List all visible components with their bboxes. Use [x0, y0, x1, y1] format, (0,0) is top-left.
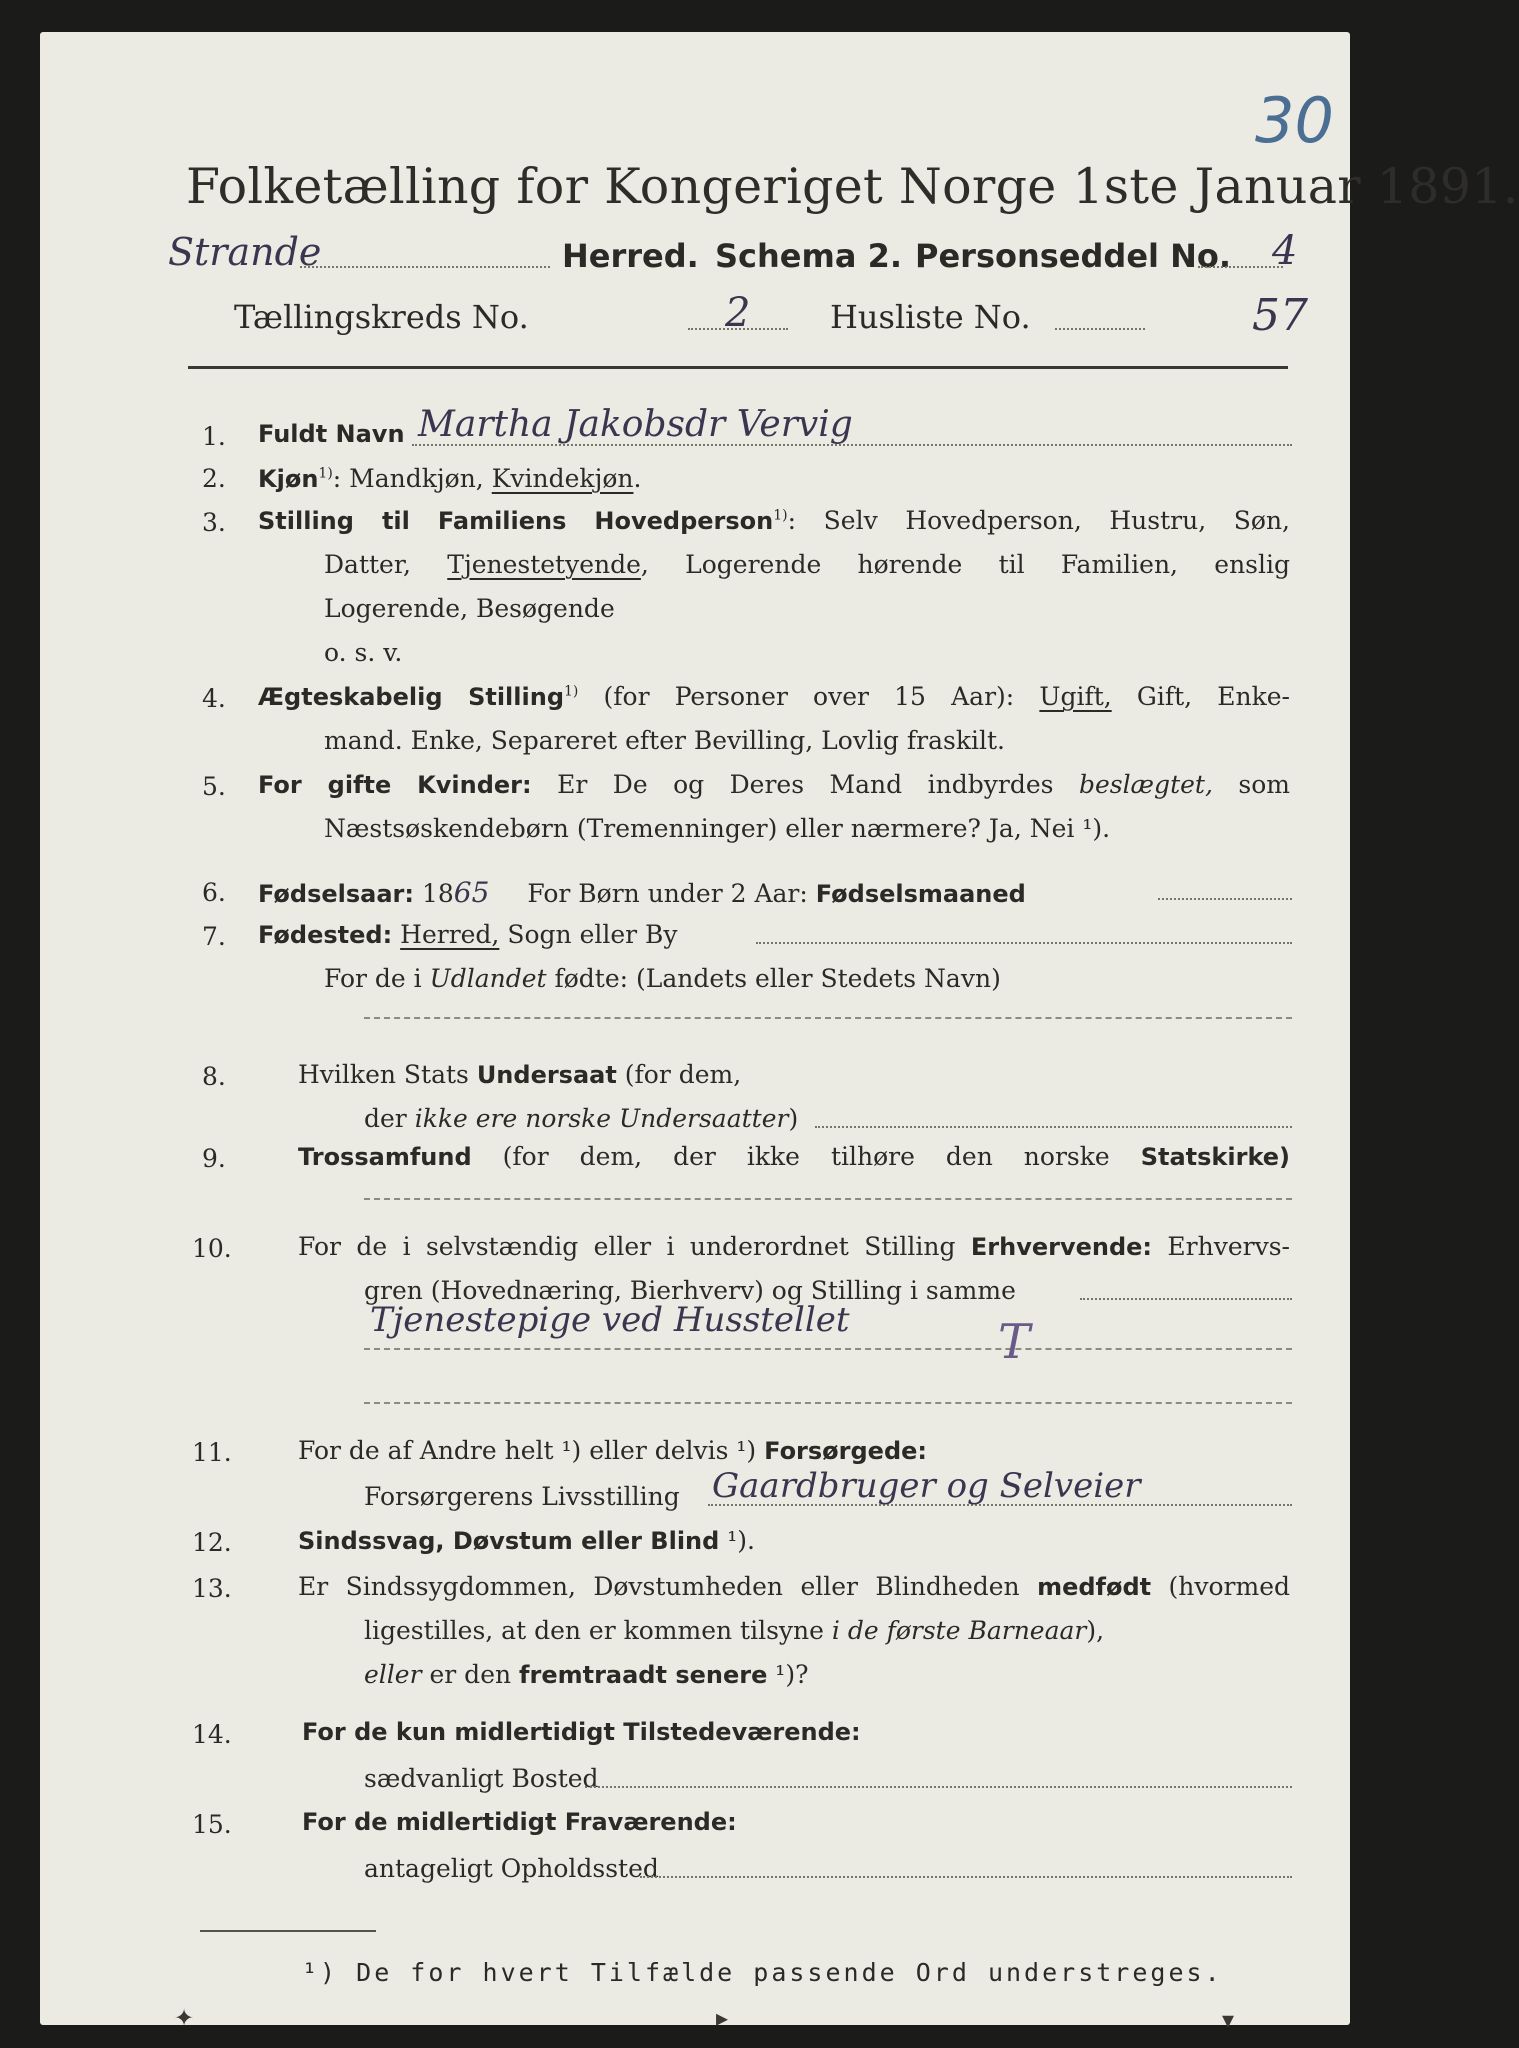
q13-text-3c: ¹)? — [767, 1660, 809, 1689]
q3-line-2 — [324, 550, 1290, 579]
q9-line — [298, 1142, 1290, 1171]
q6-prefix: 18 — [414, 879, 454, 908]
husliste-value: 57 — [1252, 290, 1308, 341]
schema-label: Schema 2. — [715, 237, 902, 275]
page-number-stamp: 30 — [1255, 84, 1334, 157]
taellingskreds-label: Tællingskreds No. — [234, 298, 529, 336]
footnote: ¹) De for hvert Tilfælde passende Ord understreges. — [302, 1958, 1223, 1987]
q13-line-3 — [364, 1660, 809, 1689]
q10-text-1c: Erhvervs- — [1152, 1232, 1290, 1261]
q3-label: Stilling til Familiens Hovedperson — [258, 507, 774, 535]
q15-label: For de midlertidigt Fraværende: — [302, 1808, 737, 1836]
q3-line-4: o. s. v. — [324, 638, 403, 667]
q8-text-2i: ikke ere norske Undersaatter — [414, 1104, 789, 1133]
q10-answer: Tjenestepige ved Husstellet — [370, 1300, 850, 1340]
q10-line-2-dots — [1080, 1298, 1292, 1300]
q2-selected-option: Kvindekjøn — [491, 464, 634, 493]
q1-answer: Martha Jakobsdr Vervig — [418, 404, 853, 445]
q3-number: 3. — [202, 508, 226, 537]
q8-text-2a: der — [364, 1104, 415, 1133]
q14-number: 14. — [192, 1720, 232, 1749]
q12-number: 12. — [192, 1528, 232, 1557]
q13-text-1a: Er Sindssygdommen, Døvstumheden eller Blindheden — [298, 1572, 1038, 1601]
registration-mark-center: ▸ — [716, 2004, 729, 2032]
herred-label: Herred. — [562, 237, 699, 275]
census-form-sheet — [40, 32, 1519, 2034]
q2-number: 2. — [202, 464, 226, 493]
q7-text-2a: For de i — [324, 964, 430, 993]
q2-end: . — [633, 464, 642, 493]
taellingskreds-value: 2 — [725, 290, 751, 336]
husliste-dots — [1055, 328, 1145, 330]
q3-footnote-ref: 1) — [773, 507, 788, 524]
header-divider — [188, 366, 1288, 369]
q13-line-1 — [298, 1572, 1290, 1601]
q10-line-1 — [298, 1232, 1290, 1261]
q6-label: Fødselsaar: — [258, 880, 414, 908]
q13-text-2i: i de første Barneaar — [831, 1616, 1087, 1645]
q5-text-1i: beslægtet, — [1078, 770, 1213, 799]
q8-text-1c: (for dem, — [616, 1060, 742, 1089]
q10-text-1b: Erhvervende: — [970, 1233, 1153, 1261]
q11-number: 11. — [192, 1438, 232, 1467]
q4-label: Ægteskabelig Stilling — [258, 683, 565, 711]
q14-label: For de kun midlertidigt Tilstedeværende: — [302, 1718, 861, 1746]
q7-number: 7. — [202, 922, 226, 951]
q1-label: Fuldt Navn — [258, 420, 405, 448]
q7-text-2i: Udlandet — [429, 964, 547, 993]
q14-answer-line — [585, 1786, 1292, 1788]
q6-month-line — [1158, 898, 1292, 900]
q10-check-mark: T — [998, 1314, 1031, 1370]
q4-selected-option: Ugift, — [1039, 682, 1112, 711]
q12-end: ¹). — [719, 1526, 755, 1555]
q7-label: Fødested: — [258, 921, 393, 949]
q10-answer-line-2 — [364, 1402, 1292, 1404]
q13-text-1b: medfødt — [1037, 1573, 1152, 1601]
q7-selected-option: Herred, — [400, 920, 500, 949]
personseddel-dots — [1198, 266, 1283, 268]
q5-text-1b: som — [1212, 770, 1290, 799]
q3-line-1 — [258, 506, 1290, 535]
q3-line-3: Logerende, Besøgende — [324, 594, 615, 623]
q2-footnote-ref: 1) — [318, 465, 333, 482]
q6-answer: 65 — [453, 876, 490, 909]
q13-text-2b: ), — [1086, 1616, 1105, 1645]
q8-number: 8. — [202, 1062, 226, 1091]
q11-text-1a: For de af Andre helt ¹) eller delvis ¹) — [298, 1436, 765, 1465]
q5-text-1a: Er De og Deres Mand indbyrdes — [531, 770, 1079, 799]
q12-label: Sindssvag, Døvstum eller Blind — [298, 1527, 720, 1555]
q13-line-2 — [364, 1616, 1104, 1645]
herred-dots — [300, 266, 550, 268]
q8-answer-line — [815, 1126, 1292, 1128]
q3-options-2a: Datter, — [324, 550, 448, 579]
q13-text-3i: eller — [364, 1660, 422, 1689]
q13-text-3b: fremtraadt senere — [519, 1661, 768, 1689]
q1-number: 1. — [202, 422, 226, 451]
q10-text-1a: For de i selvstændig eller i underordnet Stilling — [298, 1232, 971, 1261]
personseddel-label: Personseddel No. — [915, 237, 1232, 275]
q11-line-1 — [298, 1436, 927, 1465]
q3-options-1: : Selv Hovedperson, Hustru, Søn, — [787, 506, 1290, 535]
q7-answer-line — [364, 1017, 1292, 1019]
q9-number: 9. — [202, 1144, 226, 1173]
q13-text-2a: ligestilles, at den er kommen tilsyne — [364, 1616, 832, 1645]
q2-line — [258, 464, 641, 493]
q13-number: 13. — [192, 1574, 232, 1603]
q5-number: 5. — [202, 772, 226, 801]
form-title: Folketælling for Kongeriget Norge 1ste Januar 1891. — [186, 158, 1519, 215]
q11-answer: Gaardbruger og Selveier — [712, 1466, 1141, 1506]
q4-line-1 — [258, 682, 1290, 711]
q11-text-1b: Forsørgede: — [764, 1437, 928, 1465]
q4-number: 4. — [202, 684, 226, 713]
q8-line-1 — [298, 1060, 741, 1089]
q6-number: 6. — [202, 878, 226, 907]
q13-text-3a: er den — [421, 1660, 520, 1689]
q14-line-2: sædvanligt Bosted — [364, 1764, 599, 1793]
herred-value: Strande — [168, 230, 322, 274]
personseddel-value: 4 — [1272, 228, 1298, 274]
q15-line-2: antageligt Opholdssted — [364, 1854, 659, 1883]
q15-answer-line — [640, 1876, 1292, 1878]
q7-options: Sogn eller By — [499, 920, 678, 949]
q8-text-1a: Hvilken Stats — [298, 1060, 477, 1089]
q8-text-1b: Undersaat — [476, 1061, 617, 1089]
q5-line-1 — [258, 770, 1290, 799]
q5-line-2: Næstsøskendebørn (Tremenninger) eller nærmere? Ja, Nei ¹). — [324, 814, 1111, 843]
q6-rest: For Børn under 2 Aar: — [519, 879, 816, 908]
husliste-label: Husliste No. — [830, 298, 1031, 336]
q7-line-1-dots — [756, 942, 1292, 944]
q3-selected-option: Tjenestetyende — [447, 550, 641, 579]
registration-mark-right: ▾ — [1222, 2006, 1235, 2034]
q6-line — [258, 876, 1026, 909]
q7-text-2b: fødte: (Landets eller Stedets Navn) — [546, 964, 1001, 993]
registration-mark-left: ✦ — [174, 2004, 195, 2032]
q9-label: Trossamfund — [298, 1143, 472, 1171]
q6-rest-bold: Fødselsmaaned — [815, 880, 1026, 908]
q4-options-1b: Gift, Enke- — [1111, 682, 1290, 711]
q10-answer-line-1 — [364, 1348, 1292, 1350]
q7-line-2 — [324, 964, 1001, 993]
q7-line-1 — [258, 920, 678, 949]
q9-rest-bold: Statskirke) — [1140, 1143, 1290, 1171]
q9-rest: (for dem, der ikke tilhøre den norske — [471, 1142, 1141, 1171]
q5-label: For gifte Kvinder: — [258, 771, 532, 799]
q8-line-2 — [364, 1104, 798, 1133]
q4-footnote-ref: 1) — [564, 683, 579, 700]
q11-line-2: Forsørgerens Livsstilling — [364, 1482, 680, 1511]
q10-line-2: gren (Hovednæring, Bierhverv) og Stilling i samme — [364, 1276, 1016, 1305]
q8-text-2b: ) — [788, 1104, 799, 1133]
q10-number: 10. — [192, 1234, 232, 1263]
q12-line — [298, 1526, 755, 1555]
q13-text-1c: (hvormed — [1151, 1572, 1291, 1601]
q2-options: : Mandkjøn, — [332, 464, 492, 493]
q2-label: Kjøn — [258, 465, 319, 493]
q9-answer-line — [364, 1198, 1292, 1200]
q15-number: 15. — [192, 1810, 232, 1839]
q3-options-2b: , Logerende hørende til Familien, enslig — [640, 550, 1290, 579]
footnote-rule — [200, 1930, 376, 1932]
q4-options-1a: (for Personer over 15 Aar): — [578, 682, 1040, 711]
q4-line-2: mand. Enke, Separeret efter Bevilling, Lovlig fraskilt. — [324, 726, 1005, 755]
